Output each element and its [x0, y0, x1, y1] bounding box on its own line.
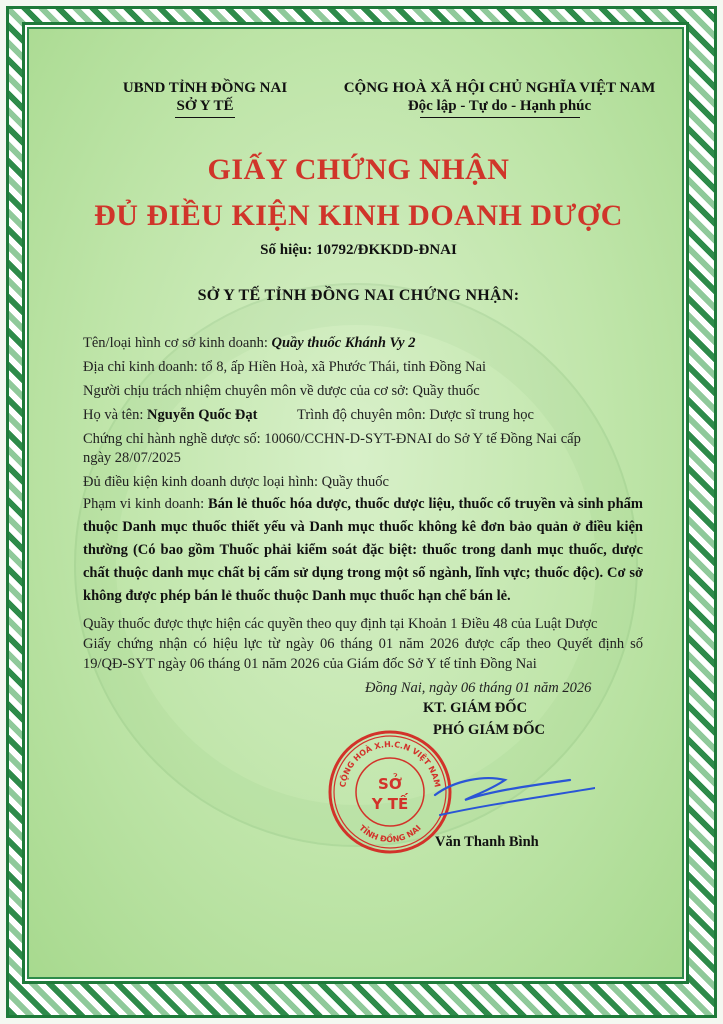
signer-role-1: KT. GIÁM ĐỐC: [423, 700, 528, 716]
signer-role-2: PHÓ GIÁM ĐỐC: [433, 722, 545, 738]
responsible-value: Quầy thuốc: [412, 383, 480, 399]
certificate-body: [22, 22, 689, 984]
validity-statement: Giấy chứng nhận có hiệu lực từ ngày 06 tháng 01 năm 2026 được cấp theo Quyết định số 19/QĐ-SYT ngày 06 tháng 01 năm 2026 của Giám đốc Sở Y tế tỉnh Đồng Nai: [83, 636, 643, 672]
business-name-label: Tên/loại hình cơ sở kinh doanh:: [83, 335, 272, 351]
person-line: [83, 405, 257, 425]
certificate-subtitle: ĐỦ ĐIỀU KIỆN KINH DOANH DƯỢC: [94, 199, 623, 232]
country-name: CỘNG HOÀ XÃ HỘI CHỦ NGHĨA VIỆT NAM: [343, 80, 656, 96]
issuer-name: UBND TỈNH ĐỒNG NAI: [122, 80, 288, 96]
seal-ring-bottom: TỈNH ĐỒNG NAI: [357, 823, 423, 845]
certificate-number: Số hiệu: 10792/ĐKKDD-ĐNAI: [260, 242, 457, 258]
business-name-line: [83, 333, 415, 353]
certification-heading: SỞ Y TẾ TỈNH ĐỒNG NAI CHỨNG NHẬN:: [197, 287, 520, 304]
business-scope-value: Bán lẻ thuốc hóa dược, thuốc dược liệu, thuốc cổ truyền và sinh phẩm thuộc Danh mục thuốc thiết yếu và Danh mục thuốc không kê đơn bảo quản ở điều kiện thường (Có bao gồm Thuốc phải kiểm soát đặc biệt: thuốc trong danh mục thuốc, dược chất thuộc danh mục chất bị cấm sử dụng trong một số ngành, lĩnh vực; thuốc độc). Cơ sở không được phép bán lẻ thuốc thuộc Danh mục thuốc hạn chế bán lẻ.: [83, 496, 643, 604]
handwritten-signature: [395, 750, 595, 830]
issuer-department: SỞ Y TẾ: [176, 98, 234, 114]
business-address: Địa chỉ kinh doanh: tổ 8, ấp Hiền Hoà, xã Phước Thái, tỉnh Đồng Nai: [83, 359, 487, 375]
business-rights: Quầy thuốc được thực hiện các quyền theo quy định tại Khoản 1 Điều 48 của Luật Dược: [83, 616, 598, 632]
issue-date: Đồng Nai, ngày 06 tháng 01 năm 2026: [365, 680, 592, 696]
certificate-title: GIẤY CHỨNG NHẬN: [207, 153, 510, 186]
eligible-type: Đủ điều kiện kinh doanh dược loại hình: Quầy thuốc: [83, 474, 389, 490]
seal-center-line2: Y TẾ: [371, 795, 409, 813]
practice-certificate: Chứng chỉ hành nghề dược số: 10060/CCHN-D-SYT-ĐNAI do Sở Y tế Đồng Nai cấp: [83, 431, 581, 447]
issuer-underline: [175, 117, 235, 118]
seal-ring-top: CỘNG HOÀ X.H.C.N VIỆT NAM: [338, 739, 442, 788]
person-label: Họ và tên:: [83, 407, 148, 423]
signer-name: Văn Thanh Bình: [435, 834, 539, 850]
responsible-line: [83, 381, 480, 401]
seal-center-line1: SỞ: [378, 775, 402, 793]
qualification: Trình độ chuyên môn: Dược sĩ trung học: [297, 407, 534, 423]
responsible-label: Người chịu trách nhiệm chuyên môn về dược của cơ sở:: [83, 383, 413, 399]
business-name-value: Quầy thuốc Khánh Vy 2: [271, 335, 416, 351]
person-name: Nguyễn Quốc Đạt: [147, 407, 258, 423]
country-motto: Độc lập - Tự do - Hạnh phúc: [407, 98, 592, 114]
motto-underline: [420, 117, 580, 118]
practice-certificate-date: ngày 28/07/2025: [83, 450, 181, 466]
business-scope-label: Phạm vi kinh doanh:: [83, 496, 209, 512]
business-scope: [83, 493, 643, 608]
